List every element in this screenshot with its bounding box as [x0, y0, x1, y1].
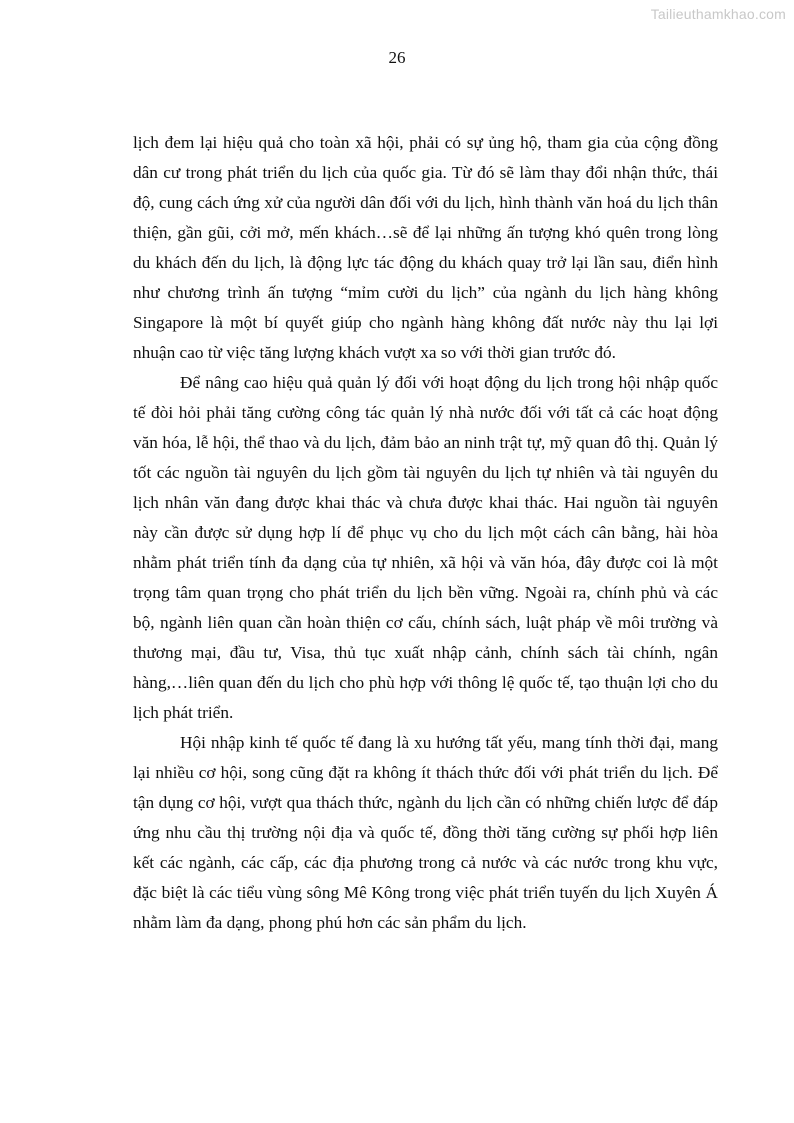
- text-line: nhằm phát triển tính đa dạng của tự nhiên, xã hội và văn hóa, đây được coi là một: [133, 553, 718, 572]
- text-line: Singapore là một bí quyết giúp cho ngành hàng không đất nước này thu lại lợi: [133, 313, 718, 332]
- page-number: 26: [388, 48, 406, 67]
- text-line: lịch đem lại hiệu quả cho toàn xã hội, phải có sự ủng hộ, tham gia của cộng đồng: [133, 133, 718, 152]
- paragraph-3: [133, 728, 718, 938]
- text-line: bộ, ngành liên quan cần hoàn thiện cơ cấu, chính sách, luật pháp về môi trường và: [133, 613, 718, 632]
- text-line: Để nâng cao hiệu quả quản lý đối với hoạt động du lịch trong hội nhập quốc: [180, 373, 718, 392]
- text-line: dân cư trong phát triển du lịch của quốc gia. Từ đó sẽ làm thay đổi nhận thức, thái: [133, 163, 718, 182]
- text-line: Hội nhập kinh tế quốc tế đang là xu hướng tất yếu, mang tính thời đại, mang: [180, 733, 718, 752]
- text-line: ứng nhu cầu thị trường nội địa và quốc tế, đồng thời tăng cường sự phối hợp liên: [133, 823, 718, 842]
- text-line: này cần được sử dụng hợp lí để phục vụ cho du lịch một cách cân bằng, hài hòa: [133, 523, 718, 542]
- text-line: nhằm làm đa dạng, phong phú hơn các sản phẩm du lịch.: [133, 913, 527, 932]
- text-line: du khách đến du lịch, là động lực tác động du khách quay trở lại lần sau, điển hình: [133, 253, 718, 272]
- text-line: lịch phát triển.: [133, 703, 234, 722]
- watermark: Tailieuthamkhao.com: [650, 6, 786, 22]
- text-line: nhuận cao từ việc tăng lượng khách vượt xa so với thời gian trước đó.: [133, 343, 616, 362]
- text-line: kết các ngành, các cấp, các địa phương trong cả nước và các nước trong khu vực,: [133, 853, 718, 872]
- text-line: tế đòi hỏi phải tăng cường công tác quản lý nhà nước đối với tất cả các hoạt động: [133, 403, 718, 422]
- document-body: [133, 128, 718, 938]
- text-line: tốt các nguồn tài nguyên du lịch gồm tài nguyên du lịch tự nhiên và tài nguyên du: [133, 463, 718, 482]
- text-line: lịch nhân văn đang được khai thác và chưa được khai thác. Hai nguồn tài nguyên: [133, 493, 718, 512]
- text-line: đặc biệt là các tiểu vùng sông Mê Kông trong việc phát triển tuyến du lịch Xuyên Á: [133, 883, 718, 902]
- paragraph-2: [133, 368, 718, 728]
- text-line: hàng,…liên quan đến du lịch cho phù hợp với thông lệ quốc tế, tạo thuận lợi cho du: [133, 673, 718, 692]
- paragraph-1: [133, 128, 718, 368]
- text-line: như chương trình ấn tượng “mỉm cười du lịch” của ngành du lịch hàng không: [133, 283, 718, 302]
- text-line: văn hóa, lễ hội, thể thao và du lịch, đảm bảo an ninh trật tự, mỹ quan đô thị. Quản lý: [133, 433, 718, 452]
- text-line: độ, cung cách ứng xử của người dân đối với du lịch, hình thành văn hoá du lịch thân: [133, 193, 718, 212]
- text-line: lại nhiều cơ hội, song cũng đặt ra không ít thách thức đối với phát triển du lịch. Để: [133, 763, 718, 782]
- text-line: tận dụng cơ hội, vượt qua thách thức, ngành du lịch cần có những chiến lược để đáp: [133, 793, 718, 812]
- text-line: trọng tâm quan trọng cho phát triển du lịch bền vững. Ngoài ra, chính phủ và các: [133, 583, 718, 602]
- text-line: thiện, gần gũi, cởi mở, mến khách…sẽ để lại những ấn tượng khó quên trong lòng: [133, 223, 718, 242]
- text-line: thương mại, đầu tư, Visa, thủ tục xuất nhập cảnh, chính sách tài chính, ngân: [133, 643, 718, 662]
